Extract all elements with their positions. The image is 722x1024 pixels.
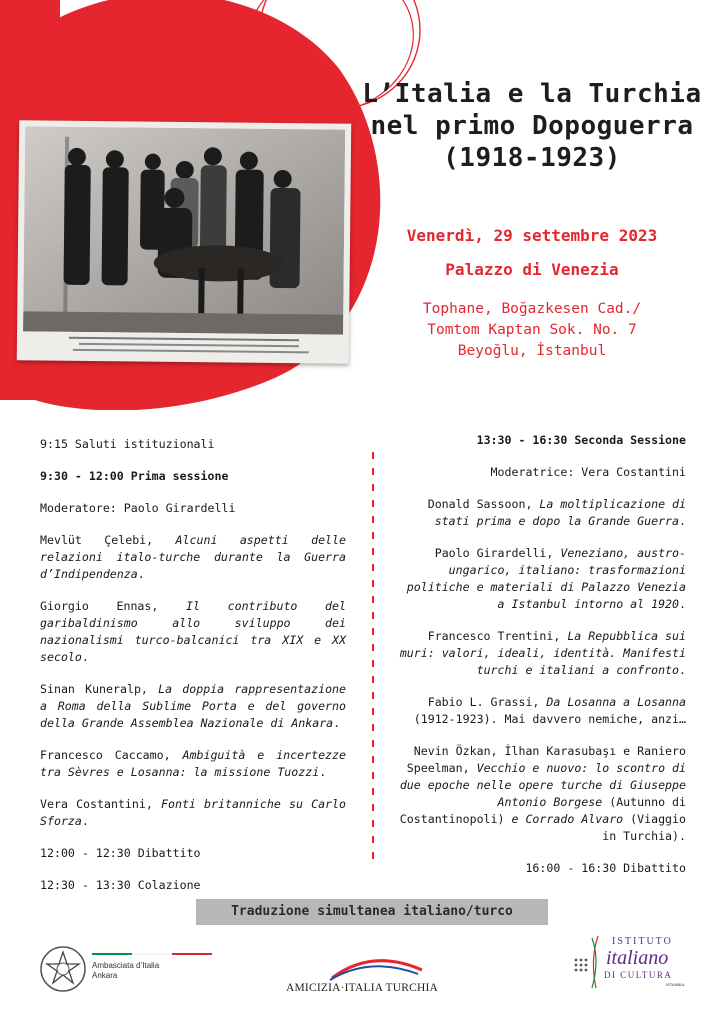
lunch-time: 12:30 - 13:30 Colazione bbox=[40, 878, 201, 892]
talk-end: . bbox=[333, 716, 341, 730]
talk-item bbox=[40, 598, 346, 666]
session-2-title: 13:30 - 16:30 Seconda Sessione bbox=[476, 433, 686, 447]
title-line-1: L’Italia e la Turchia bbox=[362, 79, 702, 109]
talk-item bbox=[40, 681, 346, 732]
talk-end: (1912-1923). Mai davvero nemiche, anzi… bbox=[413, 712, 686, 726]
talk-title-part: e Corrado Alvaro bbox=[511, 812, 624, 826]
talk-title-part: Antonio Borgese bbox=[497, 795, 603, 809]
column-divider bbox=[371, 452, 375, 862]
iic-logo bbox=[570, 930, 700, 992]
emblem-icon bbox=[38, 942, 88, 996]
talk-item bbox=[40, 532, 346, 583]
talk-speaker: Giorgio Ennas, bbox=[40, 599, 187, 613]
talk-title: Veneziano, austro-ungarico, italiano: trasformazioni politiche e materiali di Palazzo Venezia a Istanbul intorno al 1920 bbox=[406, 546, 686, 611]
iic-line-4: ISTANBUL bbox=[666, 982, 686, 987]
embassy-logo bbox=[38, 940, 213, 1000]
talk-title: La doppia rappresentazione a Roma della Sublime Porta e del governo della Grande Assemblea Nazionale di Ankara bbox=[40, 682, 347, 730]
talk-speaker: Sinan Kuneralp, bbox=[40, 682, 159, 696]
event-address bbox=[352, 299, 712, 362]
talk-speaker: Fabio L. Grassi, bbox=[427, 695, 547, 709]
talk-end: . bbox=[679, 663, 686, 677]
address-line-3: Beyoğlu, İstanbul bbox=[457, 343, 607, 359]
talk-end: . bbox=[81, 650, 89, 664]
talk-speaker: Mevlüt Çelebi, bbox=[40, 533, 176, 547]
talk-speaker: Donald Sassoon, bbox=[427, 497, 540, 511]
amicizia-logo bbox=[272, 948, 452, 998]
talk-note: (Autunno di Costantinopoli) bbox=[399, 795, 686, 826]
talk-title: Fonti britanniche su Carlo Sforza bbox=[40, 797, 346, 828]
page-title bbox=[352, 78, 712, 174]
embassy-name bbox=[92, 961, 159, 981]
debate-time: 12:00 - 12:30 Dibattito bbox=[40, 846, 201, 860]
translation-banner: Traduzione simultanea italiano/turco bbox=[196, 899, 548, 925]
italian-flag-stripe bbox=[92, 951, 212, 957]
talk-end: . bbox=[679, 514, 686, 528]
event-venue: Palazzo di Venezia bbox=[445, 260, 619, 279]
talk-title: La moltiplicazione di stati prima e dopo la Grande Guerra bbox=[434, 497, 686, 528]
talk-speaker: Nevin Özkan, İlhan Karasubaşı e Raniero Speelman, bbox=[406, 744, 686, 775]
talk-speaker: Paolo Girardelli, bbox=[434, 546, 561, 560]
iic-mark-icon bbox=[570, 930, 610, 990]
iic-line-3: DI CULTURA bbox=[604, 970, 673, 980]
talk-speaker: Vera Costantini, bbox=[40, 797, 161, 811]
debate-time: 16:00 - 16:30 Dibattito bbox=[525, 861, 686, 875]
talk-end: . bbox=[137, 567, 145, 581]
session-1-title: 9:30 - 12:00 Prima sessione bbox=[40, 469, 229, 483]
title-line-3: (1918-1923) bbox=[443, 143, 621, 173]
embassy-line-2: Ankara bbox=[92, 971, 118, 980]
talk-item bbox=[396, 743, 686, 845]
talk-end: . bbox=[319, 765, 327, 779]
talk-title: Ambiguità e incertezze tra Sèvres e Losanna: la missione Tuozzi bbox=[40, 748, 346, 779]
talk-speaker: Francesco Caccamo, bbox=[40, 748, 183, 762]
welcome-time: 9:15 Saluti istituzionali bbox=[40, 437, 215, 451]
talk-item bbox=[40, 747, 346, 781]
title-line-2: nel primo Dopoguerra bbox=[370, 111, 694, 141]
delegation-photo bbox=[23, 126, 345, 334]
talk-note: (Viaggio in Turchia). bbox=[602, 812, 686, 843]
event-date: Venerdì, 29 settembre 2023 bbox=[406, 226, 658, 245]
talk-title: Alcuni aspetti delle relazioni italo-turche durante la Guerra d’Indipendenza bbox=[40, 533, 346, 581]
talk-title: Da Losanna a Losanna bbox=[546, 695, 686, 709]
program-right-column bbox=[396, 432, 686, 892]
talk-item bbox=[396, 496, 686, 530]
iic-line-2: italiano bbox=[606, 947, 669, 969]
iic-line-1: ISTITUTO bbox=[612, 936, 673, 947]
program-left-column bbox=[40, 436, 346, 909]
talk-title: Vecchio e nuovo: lo scontro di due epoche nelle opere turche di Giuseppe bbox=[399, 761, 686, 792]
talk-item bbox=[396, 694, 686, 728]
talk-item bbox=[396, 628, 686, 679]
talk-end: . bbox=[81, 814, 89, 828]
historic-photo bbox=[17, 120, 351, 363]
session-1-moderator: Moderatore: Paolo Girardelli bbox=[40, 501, 236, 515]
talk-speaker: Francesco Trentini, bbox=[427, 629, 568, 643]
talk-item bbox=[40, 796, 346, 830]
talk-title: La Repubblica sui muri: valori, ideali, identità. Manifesti turchi e italiani a confronto bbox=[399, 629, 686, 677]
arch-icon bbox=[272, 948, 452, 982]
photo-caption bbox=[69, 335, 309, 358]
amicizia-text: AMICIZIA·ITALIA TURCHIA bbox=[286, 982, 438, 994]
address-line-2: Tomtom Kaptan Sok. No. 7 bbox=[427, 322, 637, 338]
talk-end: . bbox=[679, 597, 686, 611]
address-line-1: Tophane, Boğazkesen Cad./ bbox=[422, 301, 642, 317]
talk-title: Il contributo del garibaldinismo allo sviluppo dei nazionalismi turco-balcanici tra XIX e XX secolo bbox=[40, 599, 346, 664]
embassy-line-1: Ambasciata d’Italia bbox=[92, 961, 160, 970]
session-2-moderator: Moderatrice: Vera Costantini bbox=[490, 465, 686, 479]
talk-item bbox=[396, 545, 686, 613]
